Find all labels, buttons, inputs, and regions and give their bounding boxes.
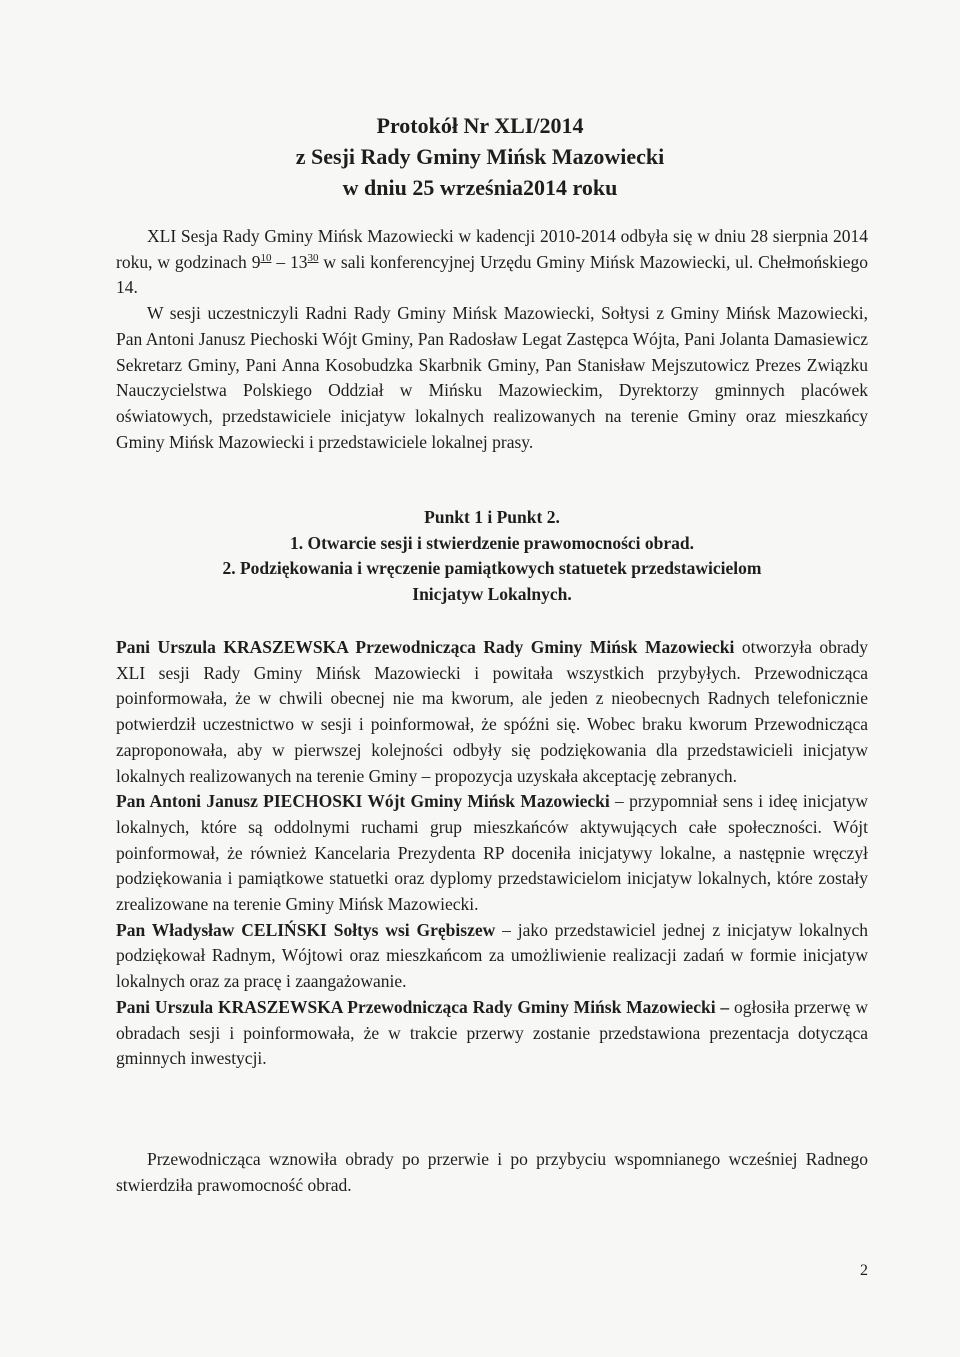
statement-speaker: Pan Antoni Janusz PIECHOSKI Wójt Gminy Mińsk Mazowiecki	[116, 791, 610, 812]
page-number: 2	[860, 1262, 868, 1279]
statements-section	[116, 635, 868, 1072]
statement-speaker: Pani Urszula KRASZEWSKA Przewodnicząca Rady Gminy Mińsk Mazowiecki	[116, 637, 735, 657]
closing-section	[116, 1147, 868, 1198]
intro-text-b: – 13	[271, 251, 308, 272]
time-end-minutes: 30	[307, 251, 319, 264]
statement-paragraph	[116, 995, 868, 1072]
statement-text: – przypomniał sens i ideę inicjatyw lokalnych, które są oddolnymi ruchami grup mieszkańców aktywujących całe społeczności. Wójt poinformował, że również Kancelaria Prezydenta RP doceniła inicjatywy lokalne, a następnie wręczył podziękowania i pamiątkowe statuetki oraz dyplomy przedstawicielom inicjatyw lokalnych, które zostały zrealizowane na terenie Gminy Mińsk Mazowiecki.	[116, 791, 868, 915]
statement-paragraph	[116, 918, 868, 995]
intro-text-a: XLI Sesja Rady Gminy Mińsk Mazowiecki w kadencji 2010-2014 odbyła się w dniu 28 sierpnia 2014 roku, w godzinach 9	[116, 226, 868, 272]
agenda-heading: Punkt 1 i Punkt 2.	[424, 507, 560, 527]
intro-paragraph-session	[116, 224, 868, 301]
statement-speaker: Pani Urszula KRASZEWSKA Przewodnicząca Rady Gminy Mińsk Mazowiecki –	[116, 996, 730, 1017]
statement-text: – jako przedstawiciel jednej z inicjatyw lokalnych podziękował Radnym, Wójtowi oraz mieszkańcom za umożliwienie realizacji zadań w formie inicjatyw lokalnych oraz za pracę i zaangażowanie.	[116, 919, 868, 992]
intro-text-c: w sali konferencyjnej Urzędu Gminy Mińsk Mazowiecki, ul. Chełmońskiego 14.	[116, 251, 868, 298]
statement-paragraph	[116, 789, 868, 918]
statement-speaker: Pan Władysław CELIŃSKI Sołtys wsi Grębiszew	[116, 919, 496, 940]
agenda-item-1: 1. Otwarcie sesji i stwierdzenie prawomocności obrad.	[289, 532, 695, 553]
document-subtitle-session: z Sesji Rady Gminy Mińsk Mazowiecki	[295, 144, 665, 169]
closing-paragraph: Przewodnicząca wznowiła obrady po przerwie i po przybyciu wspomnianego wcześniej Radnego stwierdziła prawomocność obrad.	[116, 1149, 868, 1195]
document-title: Protokół Nr XLI/2014	[376, 113, 584, 138]
agenda-item-2-continued: Inicjatyw Lokalnych.	[412, 584, 572, 605]
statement-text: otworzyła obrady XLI sesji Rady Gminy Mińsk Mazowiecki i powitała wszystkich przybyłych. Przewodnicząca poinformowała, że w chwili obecnej nie ma kworum, ale jeden z nieobecnych Radnych telefonicznie potwierdził uczestnictwo w sesji i poinformował, że spóźni się. Wobec braku kworum Przewodnicząca zaproponowała, aby w pierwszej kolejności odbyły się podziękowania dla przedstawicieli inicjatyw lokalnych realizowanych na terenie Gminy – propozycja uzyskała akceptację zebranych.	[116, 637, 868, 786]
agenda-section	[116, 505, 868, 608]
agenda-item-2: 2. Podziękowania i wręczenie pamiątkowych statuetek przedstawicielom	[222, 558, 762, 579]
intro-paragraph-attendees: W sesji uczestniczyli Radni Rady Gminy Mińsk Mazowiecki, Sołtysi z Gminy Mińsk Mazowiecki, Pan Antoni Janusz Piechoski Wójt Gminy, Pan Radosław Legat Zastępca Wójta, Pani Jolanta Damasiewicz Sekretarz Gminy, Pani Anna Kosobudzka Skarbnik Gminy, Pan Stanisław Mejszutowicz Prezes Związku Nauczycielstwa Polskiego Oddział w Mińsku Mazowieckim, Dyrektorzy gminnych placówek oświatowych, przedstawiciele inicjatyw lokalnych realizowanych na terenie Gminy oraz mieszkańcy Gminy Mińsk Mazowiecki i przedstawiciele lokalnej prasy.	[116, 303, 868, 452]
intro-section	[116, 224, 868, 455]
time-start-minutes: 10	[260, 251, 272, 264]
statement-paragraph	[116, 635, 868, 789]
statement-text: ogłosiła przerwę w obradach sesji i poinformowała, że w trakcie przerwy zostanie przedstawiona prezentacja dotycząca gminnych inwestycji.	[116, 996, 868, 1069]
document-title-block	[0, 110, 960, 203]
document-subtitle-date: w dniu 25 września2014 roku	[342, 175, 618, 200]
